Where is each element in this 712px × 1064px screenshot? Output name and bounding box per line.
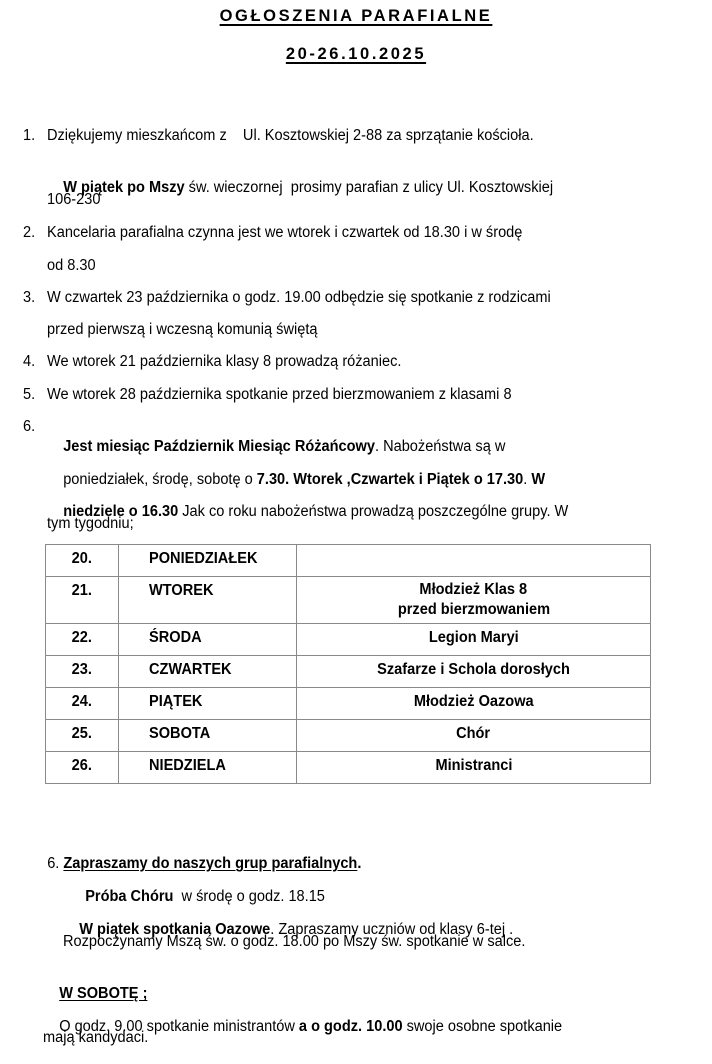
group-name: Młodzież Oazowa xyxy=(413,693,534,710)
title-text: OGŁOSZENIA PARAFIALNE xyxy=(219,7,493,25)
text: . Zapraszamy uczniów od klasy 6-tej . xyxy=(270,921,514,938)
announcement-text: tym tygodniu; xyxy=(47,515,134,532)
day-name-cell xyxy=(119,624,297,656)
table-row xyxy=(46,688,651,720)
page-title xyxy=(0,7,712,26)
day-name: NIEDZIELA xyxy=(149,757,226,774)
item-number: 4. xyxy=(23,353,36,370)
text: św. wieczornej prosimy parafian z ulicy Ul. Kosztowskiej xyxy=(184,179,554,196)
text: swoje osobne spotkanie xyxy=(402,1018,563,1035)
text: w środę o godz. 18.15 xyxy=(173,888,325,905)
day-name: SOBOTA xyxy=(149,725,211,742)
bold-text: W piątek po Mszy xyxy=(63,179,185,196)
day-name: PONIEDZIAŁEK xyxy=(149,550,258,567)
day-name: ŚRODA xyxy=(149,629,202,646)
day-number-cell xyxy=(46,752,119,784)
day-name-cell xyxy=(119,656,297,688)
day-name-cell xyxy=(119,688,297,720)
item-number: 2. xyxy=(23,224,36,241)
announcement-text: od 8.30 xyxy=(47,257,96,274)
day-name-cell xyxy=(119,577,297,624)
saturday-text: mają kandydaci. xyxy=(43,1029,149,1046)
text: . Nabożeństwa są w xyxy=(374,438,506,455)
date-range xyxy=(0,45,712,64)
item-number: 1. xyxy=(23,127,36,144)
heading-text: W SOBOTĘ ; xyxy=(59,985,148,1002)
day-name-cell xyxy=(119,545,297,577)
announcement-text: przed pierwszą i wczesną komunią świętą xyxy=(47,321,318,338)
day-number: 24. xyxy=(71,693,93,710)
bold-text: a o godz. 10.00 xyxy=(298,1018,403,1035)
text: Jak co roku nabożeństwa prowadzą poszczególne grupy. W xyxy=(178,503,569,520)
announcement-text xyxy=(47,158,553,218)
day-number-cell xyxy=(46,720,119,752)
rosary-schedule-table xyxy=(45,544,651,784)
heading-text: Zapraszamy do naszych grup parafialnych xyxy=(63,855,358,872)
oasis-meeting-text: Rozpoczynamy Mszą św. o godz. 18.00 po Mszy św. spotkanie w salce. xyxy=(63,933,526,950)
date-range-text: 20-26.10.2025 xyxy=(285,45,427,63)
day-number-cell xyxy=(46,656,119,688)
day-number-cell xyxy=(46,688,119,720)
table-row xyxy=(46,752,651,784)
group-cell xyxy=(297,577,651,624)
day-number: 25. xyxy=(71,725,93,742)
group-name: Legion Maryi xyxy=(428,629,519,646)
group-cell xyxy=(297,752,651,784)
day-number: 26. xyxy=(71,757,93,774)
bold-text: W piątek spotkania Oazowe xyxy=(79,921,271,938)
table-row xyxy=(46,545,651,577)
saturday-text xyxy=(43,997,562,1057)
bold-text: 7.30. Wtorek ,Czwartek i Piątek o 17.30 xyxy=(256,471,524,488)
announcement-text: We wtorek 28 października spotkanie przed bierzmowaniem z klasami 8 xyxy=(47,386,512,403)
announcement-text: We wtorek 21 października klasy 8 prowadzą różaniec. xyxy=(47,353,402,370)
bold-text: W xyxy=(531,471,546,488)
group-cell xyxy=(297,545,651,577)
group-name: Szafarze i Schola dorosłych xyxy=(377,661,570,678)
table-row xyxy=(46,656,651,688)
bold-text: Jest miesiąc Październik Miesiąc Różańcowy xyxy=(63,438,375,455)
text: . xyxy=(523,471,532,488)
day-number-cell xyxy=(46,577,119,624)
group-cell xyxy=(297,624,651,656)
table-row xyxy=(46,720,651,752)
day-number-cell xyxy=(46,624,119,656)
announcement-text: 106-230 xyxy=(47,191,101,208)
day-number-cell xyxy=(46,545,119,577)
group-cell xyxy=(297,688,651,720)
item-number: 3. xyxy=(23,289,36,306)
text: O godz. 9.00 spotkanie ministrantów xyxy=(59,1018,299,1035)
text: poniedziałek, środę, sobotę o xyxy=(63,471,257,488)
group-name-line2: przed bierzmowaniem xyxy=(397,601,550,618)
group-name: Chór xyxy=(456,725,491,742)
bold-text: Próba Chóru xyxy=(85,888,174,905)
day-number: 20. xyxy=(71,550,93,567)
group-cell xyxy=(297,656,651,688)
day-name: CZWARTEK xyxy=(149,661,232,678)
announcement-text: W czwartek 23 października o godz. 19.00 odbędzie się spotkanie z rodzicami xyxy=(47,289,551,306)
bold-text: niedziele o 16.30 xyxy=(63,503,179,520)
day-number: 21. xyxy=(71,582,93,599)
day-number: 23. xyxy=(71,661,93,678)
announcement-text: Dziękujemy mieszkańcom z Ul. Kosztowskiej 2-88 za sprzątanie kościoła. xyxy=(47,127,534,144)
table-row xyxy=(46,624,651,656)
day-name: PIĄTEK xyxy=(149,693,203,710)
item-number: 6. xyxy=(23,418,36,435)
announcement-text: Kancelaria parafialna czynna jest we wtorek i czwartek od 18.30 i w środę xyxy=(47,224,523,241)
day-name: WTOREK xyxy=(149,582,214,599)
day-name-cell xyxy=(119,720,297,752)
group-cell xyxy=(297,720,651,752)
item-number: 6. xyxy=(47,855,64,872)
item-number: 5. xyxy=(23,386,36,403)
table-row xyxy=(46,577,651,624)
group-name: Ministranci xyxy=(435,757,512,774)
group-name: Młodzież Klas 8 xyxy=(419,581,528,598)
text: . xyxy=(357,855,362,872)
day-number: 22. xyxy=(71,629,93,646)
day-name-cell xyxy=(119,752,297,784)
